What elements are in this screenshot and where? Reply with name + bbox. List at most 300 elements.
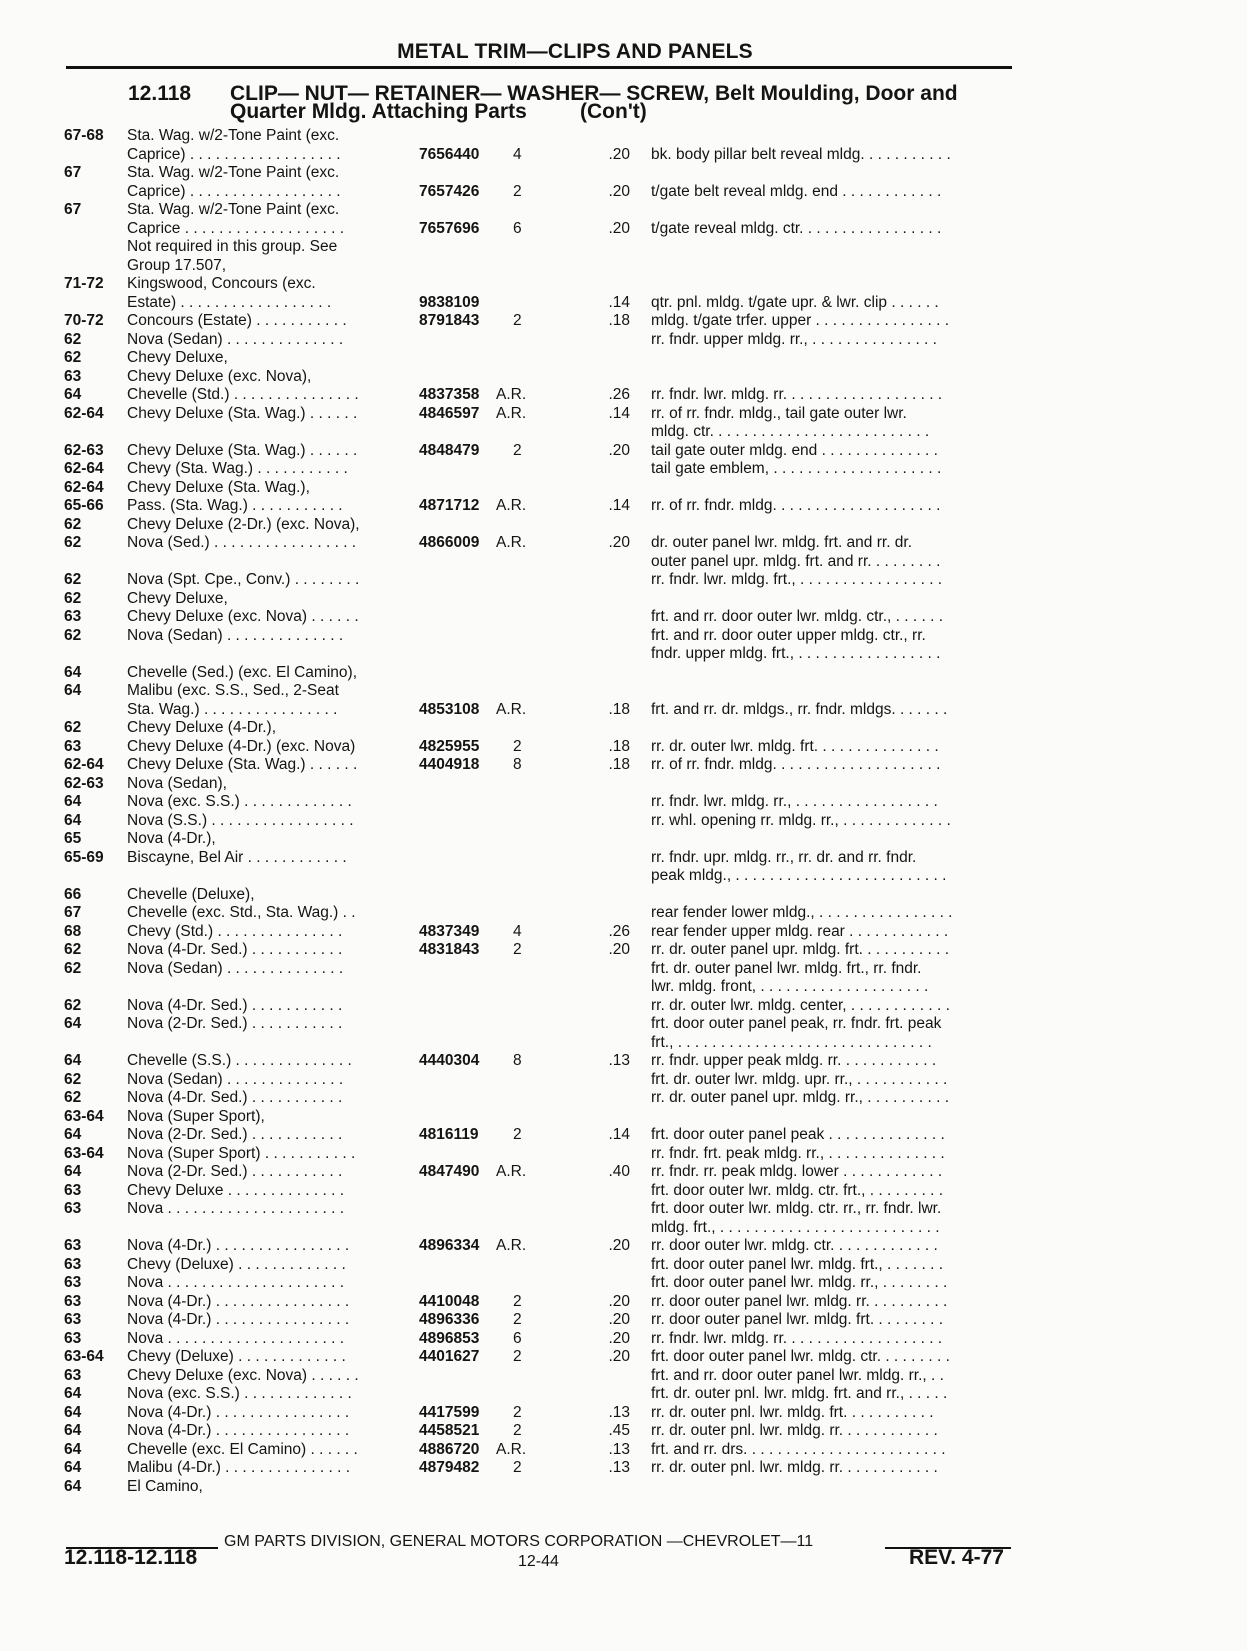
- model-cell: Nova (Sedan) . . . . . . . . . . . . . .: [127, 1070, 344, 1088]
- part-row: [0, 1052, 1247, 1071]
- year-cell: 62: [64, 1089, 82, 1106]
- model-cell: Pass. (Sta. Wag.) . . . . . . . . . . .: [127, 497, 343, 514]
- part-row: [0, 368, 1247, 387]
- description-cell: rr. dr. outer lwr. mldg. center, . . . . . . . . . . . .: [651, 996, 950, 1014]
- description-cell: mldg. frt., . . . . . . . . . . . . . . . . . . . . . . . . . .: [651, 1218, 940, 1236]
- model-cell: Not required in this group. See: [127, 238, 338, 255]
- part-row: [0, 257, 1247, 276]
- model-cell: Nova . . . . . . . . . . . . . . . . . . . . .: [127, 1329, 345, 1347]
- year-cell: 63: [64, 1255, 82, 1273]
- year-cell: 63-64: [64, 1348, 104, 1365]
- year-cell: 64: [64, 1422, 82, 1439]
- part-row: [0, 1385, 1247, 1404]
- year-cell: 63: [64, 1366, 82, 1384]
- description-cell: rr. dr. outer pnl. lwr. mldg. rr. . . . . . . . . . . .: [651, 1422, 938, 1439]
- part-row: [0, 775, 1247, 794]
- year-cell: 63: [64, 1329, 82, 1347]
- part-row: [0, 460, 1247, 479]
- part-row: [0, 146, 1247, 165]
- part-row: [0, 1404, 1247, 1423]
- part-row: [0, 127, 1247, 146]
- model-cell: Malibu (exc. S.S., Sed., 2-Seat: [127, 682, 339, 699]
- year-cell: 62: [64, 534, 82, 551]
- part-row: [0, 590, 1247, 609]
- year-cell: 62-64: [64, 756, 104, 773]
- part-row: [0, 1293, 1247, 1312]
- model-cell: Sta. Wag. w/2-Tone Paint (exc.: [127, 201, 340, 218]
- quantity-cell: A.R.: [496, 497, 527, 514]
- parts-list: [0, 127, 1247, 1496]
- description-cell: dr. outer panel lwr. mldg. frt. and rr. dr.: [651, 534, 913, 551]
- price-cell: .13: [608, 1403, 630, 1421]
- quantity-cell: A.R.: [496, 404, 527, 422]
- part-row: [0, 608, 1247, 627]
- model-cell: Nova (Sedan) . . . . . . . . . . . . . .: [127, 959, 344, 977]
- part-row: [0, 1126, 1247, 1145]
- price-cell: .20: [608, 534, 630, 551]
- part-row: [0, 1459, 1247, 1478]
- model-cell: Concours (Estate) . . . . . . . . . . .: [127, 312, 347, 329]
- part-number-cell: 4879482: [419, 1459, 480, 1476]
- quantity-cell: 2: [513, 1311, 522, 1328]
- part-row: [0, 960, 1247, 979]
- part-number-cell: 4896853: [419, 1329, 480, 1347]
- part-number-cell: 4846597: [419, 404, 480, 422]
- model-cell: Kingswood, Concours (exc.: [127, 275, 316, 292]
- part-row: [0, 904, 1247, 923]
- year-cell: 71-72: [64, 275, 104, 292]
- part-row: [0, 312, 1247, 331]
- price-cell: .13: [608, 1459, 630, 1476]
- year-cell: 62: [64, 349, 82, 366]
- description-cell: frt. door outer panel peak, rr. fndr. frt. peak: [651, 1015, 942, 1032]
- price-cell: .14: [608, 1126, 630, 1143]
- model-cell: Chevelle (Std.) . . . . . . . . . . . . . . .: [127, 386, 359, 403]
- year-cell: 62-63: [64, 441, 104, 459]
- year-cell: 67-68: [64, 127, 104, 144]
- year-cell: 63: [64, 1181, 82, 1199]
- description-cell: rr. door outer panel lwr. mldg. rr. . . . . . . . . .: [651, 1292, 948, 1310]
- model-cell: Nova (S.S.) . . . . . . . . . . . . . . . . .: [127, 811, 354, 829]
- year-cell: 63: [64, 367, 82, 385]
- year-cell: 64: [64, 663, 82, 681]
- part-row: [0, 442, 1247, 461]
- description-cell: frt. and rr. drs. . . . . . . . . . . . . . . . . . . . . . . .: [651, 1440, 946, 1458]
- year-cell: 63: [64, 1274, 82, 1291]
- year-cell: 65-66: [64, 497, 104, 514]
- model-cell: Chevelle (exc. El Camino) . . . . . .: [127, 1440, 358, 1458]
- model-cell: Nova (2-Dr. Sed.) . . . . . . . . . . .: [127, 1163, 343, 1180]
- part-row: [0, 571, 1247, 590]
- part-row: [0, 1163, 1247, 1182]
- description-cell: t/gate reveal mldg. ctr. . . . . . . . . . . . . . . . .: [651, 219, 942, 237]
- model-cell: Chevy (Std.) . . . . . . . . . . . . . . .: [127, 922, 343, 940]
- part-number-cell: 4458521: [419, 1422, 480, 1439]
- description-cell: frt., . . . . . . . . . . . . . . . . . . . . . . . . . . . . . .: [651, 1033, 932, 1051]
- part-row: [0, 1182, 1247, 1201]
- description-cell: rr. dr. outer panel upr. mldg. frt. . . . . . . . . . .: [651, 941, 950, 958]
- description-cell: rr. door outer panel lwr. mldg. frt. . . . . . . . .: [651, 1311, 944, 1328]
- year-cell: 64: [64, 1440, 82, 1458]
- model-cell: Group 17.507,: [127, 256, 227, 274]
- part-row: [0, 941, 1247, 960]
- description-cell: frt. door outer panel lwr. mldg. ctr. . . . . . . . .: [651, 1348, 950, 1365]
- part-row: [0, 349, 1247, 368]
- model-cell: Chevy Deluxe (exc. Nova) . . . . . .: [127, 1366, 359, 1384]
- part-row: [0, 1089, 1247, 1108]
- model-cell: Sta. Wag. w/2-Tone Paint (exc.: [127, 164, 340, 181]
- part-number-cell: 4886720: [419, 1440, 480, 1458]
- quantity-cell: 2: [513, 737, 522, 755]
- model-cell: Nova (4-Dr. Sed.) . . . . . . . . . . .: [127, 996, 343, 1014]
- quantity-cell: 2: [513, 1292, 522, 1310]
- footer-revision: REV. 4-77: [909, 1546, 1004, 1569]
- model-cell: Chevelle (Deluxe),: [127, 885, 255, 903]
- page-header-title: METAL TRIM—CLIPS AND PANELS: [397, 40, 753, 63]
- price-cell: .18: [608, 700, 630, 718]
- year-cell: 63-64: [64, 1107, 104, 1125]
- header-rule: [66, 66, 1012, 69]
- description-cell: frt. and rr. door outer upper mldg. ctr., rr.: [651, 626, 926, 644]
- footer-page-number: 12-44: [518, 1553, 559, 1570]
- model-cell: Chevy Deluxe (exc. Nova),: [127, 367, 312, 385]
- part-row: [0, 1145, 1247, 1164]
- description-cell: frt. dr. outer pnl. lwr. mldg. frt. and rr., . . . . .: [651, 1385, 948, 1402]
- model-cell: Nova (4-Dr.) . . . . . . . . . . . . . . . .: [127, 1403, 350, 1421]
- model-cell: Chevy Deluxe,: [127, 349, 228, 366]
- part-row: [0, 719, 1247, 738]
- description-cell: rr. dr. outer pnl. lwr. mldg. rr. . . . . . . . . . . .: [651, 1459, 938, 1476]
- part-row: [0, 756, 1247, 775]
- price-cell: .14: [608, 404, 630, 422]
- model-cell: Caprice) . . . . . . . . . . . . . . . . . .: [127, 182, 341, 200]
- part-number-cell: 4853108: [419, 700, 480, 718]
- description-cell: rr. dr. outer panel upr. mldg. rr., . . . . . . . . . .: [651, 1089, 950, 1106]
- year-cell: 63: [64, 1237, 82, 1254]
- model-cell: Nova . . . . . . . . . . . . . . . . . . . . .: [127, 1200, 345, 1217]
- description-cell: rr. dr. outer lwr. mldg. frt. . . . . . . . . . . . . . .: [651, 737, 939, 755]
- part-number-cell: 7656440: [419, 145, 480, 163]
- model-cell: Nova (exc. S.S.) . . . . . . . . . . . . .: [127, 1385, 352, 1402]
- description-cell: rr. of rr. fndr. mldg., tail gate outer lwr.: [651, 404, 907, 422]
- part-row: [0, 553, 1247, 572]
- description-cell: rr. fndr. lwr. mldg. rr., . . . . . . . . . . . . . . . . .: [651, 793, 938, 810]
- description-cell: frt. dr. outer lwr. mldg. upr. rr., . . . . . . . . . . .: [651, 1070, 948, 1088]
- model-cell: Nova . . . . . . . . . . . . . . . . . . . . .: [127, 1274, 345, 1291]
- part-row: [0, 516, 1247, 535]
- year-cell: 62: [64, 996, 82, 1014]
- part-row: [0, 1330, 1247, 1349]
- description-cell: fndr. upper mldg. frt., . . . . . . . . . . . . . . . . .: [651, 645, 941, 662]
- model-cell: Nova (Sedan) . . . . . . . . . . . . . .: [127, 330, 344, 348]
- description-cell: qtr. pnl. mldg. t/gate upr. & lwr. clip . . . . . .: [651, 293, 939, 311]
- part-row: [0, 238, 1247, 257]
- description-cell: frt. door outer panel lwr. mldg. rr., . . . . . . . .: [651, 1274, 948, 1291]
- year-cell: 63: [64, 1311, 82, 1328]
- part-number-cell: 4896336: [419, 1311, 480, 1328]
- year-cell: 67: [64, 164, 82, 181]
- description-cell: frt. dr. outer panel lwr. mldg. frt., rr. fndr.: [651, 959, 922, 977]
- quantity-cell: A.R.: [496, 386, 527, 403]
- year-cell: 63-64: [64, 1144, 104, 1162]
- year-cell: 63: [64, 1200, 82, 1217]
- part-row: [0, 1108, 1247, 1127]
- part-number-cell: 4440304: [419, 1052, 480, 1069]
- year-cell: 64: [64, 1385, 82, 1402]
- price-cell: .20: [608, 182, 630, 200]
- footer-publisher: GM PARTS DIVISION, GENERAL MOTORS CORPORATION —CHEVROLET—11: [224, 1533, 814, 1550]
- part-row: [0, 1237, 1247, 1256]
- model-cell: Chevelle (exc. Std., Sta. Wag.) . .: [127, 904, 356, 921]
- part-row: [0, 1348, 1247, 1367]
- description-cell: frt. door outer lwr. mldg. ctr. frt., . . . . . . . . .: [651, 1181, 943, 1199]
- price-cell: .18: [608, 756, 630, 773]
- quantity-cell: 6: [513, 1329, 522, 1347]
- part-row: [0, 867, 1247, 886]
- part-number-cell: 4816119: [419, 1126, 479, 1143]
- part-row: [0, 423, 1247, 442]
- year-cell: 62: [64, 589, 82, 607]
- description-cell: rr. fndr. rr. peak mldg. lower . . . . . . . . . . . .: [651, 1163, 943, 1180]
- quantity-cell: 2: [513, 312, 522, 329]
- year-cell: 62-64: [64, 404, 104, 422]
- part-row: [0, 645, 1247, 664]
- description-cell: rr. fndr. lwr. mldg. rr. . . . . . . . . . . . . . . . . . .: [651, 386, 943, 403]
- part-row: [0, 1256, 1247, 1275]
- model-cell: Caprice . . . . . . . . . . . . . . . . . . .: [127, 219, 345, 237]
- year-cell: 65-69: [64, 848, 104, 866]
- quantity-cell: 8: [513, 756, 522, 773]
- quantity-cell: A.R.: [496, 1440, 527, 1458]
- price-cell: .40: [608, 1163, 630, 1180]
- part-number-cell: 4837349: [419, 922, 480, 940]
- model-cell: Caprice) . . . . . . . . . . . . . . . . . .: [127, 145, 341, 163]
- description-cell: frt. and rr. door outer panel lwr. mldg. rr., . .: [651, 1366, 944, 1384]
- year-cell: 64: [64, 1163, 82, 1180]
- part-row: [0, 497, 1247, 516]
- part-row: [0, 997, 1247, 1016]
- year-cell: 64: [64, 682, 82, 699]
- model-cell: Nova (4-Dr.) . . . . . . . . . . . . . . . .: [127, 1237, 350, 1254]
- quantity-cell: 2: [513, 941, 522, 958]
- quantity-cell: 4: [513, 922, 522, 940]
- part-number-cell: 7657426: [419, 182, 480, 200]
- part-number-cell: 9838109: [419, 293, 480, 311]
- quantity-cell: A.R.: [496, 534, 527, 551]
- price-cell: .45: [608, 1422, 630, 1439]
- model-cell: Nova (Sed.) . . . . . . . . . . . . . . . . .: [127, 534, 357, 551]
- price-cell: .20: [608, 1237, 630, 1254]
- year-cell: 64: [64, 1052, 82, 1069]
- year-cell: 64: [64, 811, 82, 829]
- model-cell: Nova (4-Dr. Sed.) . . . . . . . . . . .: [127, 1089, 343, 1106]
- year-cell: 67: [64, 201, 82, 218]
- year-cell: 68: [64, 922, 82, 940]
- part-number-cell: 4401627: [419, 1348, 480, 1365]
- part-row: [0, 386, 1247, 405]
- year-cell: 64: [64, 1126, 82, 1143]
- quantity-cell: 2: [513, 1422, 522, 1439]
- year-cell: 70-72: [64, 312, 104, 329]
- part-number-cell: 4404918: [419, 756, 480, 773]
- part-row: [0, 886, 1247, 905]
- quantity-cell: 2: [513, 182, 522, 200]
- part-row: [0, 682, 1247, 701]
- quantity-cell: 4: [513, 145, 522, 163]
- price-cell: .20: [608, 1348, 630, 1365]
- part-number-cell: 4831843: [419, 941, 480, 958]
- description-cell: t/gate belt reveal mldg. end . . . . . . . . . . . .: [651, 182, 942, 200]
- price-cell: .13: [608, 1052, 630, 1069]
- description-cell: peak mldg., . . . . . . . . . . . . . . . . . . . . . . . . .: [651, 867, 947, 884]
- model-cell: Biscayne, Bel Air . . . . . . . . . . . .: [127, 848, 347, 866]
- part-number-cell: 8791843: [419, 312, 480, 329]
- quantity-cell: A.R.: [496, 1163, 527, 1180]
- model-cell: Chevy Deluxe (Sta. Wag.) . . . . . .: [127, 756, 358, 773]
- year-cell: 64: [64, 1015, 82, 1032]
- part-number-cell: 4847490: [419, 1163, 480, 1180]
- model-cell: Nova (2-Dr. Sed.) . . . . . . . . . . .: [127, 1015, 343, 1032]
- part-row: [0, 220, 1247, 239]
- model-cell: Nova (Sedan),: [127, 774, 227, 792]
- quantity-cell: A.R.: [496, 1237, 527, 1254]
- description-cell: rr. of rr. fndr. mldg. . . . . . . . . . . . . . . . . . . .: [651, 756, 941, 773]
- year-cell: 62-63: [64, 774, 104, 792]
- description-cell: rr. door outer lwr. mldg. ctr. . . . . . . . . . . . .: [651, 1237, 938, 1254]
- year-cell: 65: [64, 830, 82, 847]
- section-number: 12.118: [128, 82, 192, 105]
- section-title-line1: CLIP— NUT— RETAINER— WASHER— SCREW, Belt Moulding, Door and: [230, 82, 958, 105]
- model-cell: Chevy Deluxe (Sta. Wag.) . . . . . .: [127, 441, 358, 459]
- description-cell: rr. dr. outer pnl. lwr. mldg. frt. . . . . . . . . . .: [651, 1403, 934, 1421]
- part-row: [0, 479, 1247, 498]
- year-cell: 64: [64, 1403, 82, 1421]
- part-row: [0, 849, 1247, 868]
- description-cell: frt. and rr. dr. mldgs., rr. fndr. mldgs. . . . . . .: [651, 700, 948, 718]
- model-cell: Chevy Deluxe (4-Dr.),: [127, 719, 277, 736]
- price-cell: .26: [608, 922, 630, 940]
- year-cell: 62-64: [64, 478, 104, 496]
- part-row: [0, 201, 1247, 220]
- year-cell: 64: [64, 1459, 82, 1476]
- part-row: [0, 1441, 1247, 1460]
- part-number-cell: 4825955: [419, 737, 480, 755]
- year-cell: 63: [64, 1292, 82, 1310]
- year-cell: 62: [64, 719, 82, 736]
- year-cell: 64: [64, 793, 82, 810]
- quantity-cell: 2: [513, 1403, 522, 1421]
- description-cell: mldg. ctr. . . . . . . . . . . . . . . . . . . . . . . . . .: [651, 423, 930, 440]
- model-cell: Sta. Wag. w/2-Tone Paint (exc.: [127, 127, 340, 144]
- description-cell: rr. of rr. fndr. mldg. . . . . . . . . . . . . . . . . . . .: [651, 497, 941, 514]
- description-cell: rr. fndr. upper mldg. rr., . . . . . . . . . . . . . . .: [651, 330, 937, 348]
- price-cell: .18: [608, 737, 630, 755]
- part-number-cell: 4417599: [419, 1403, 480, 1421]
- model-cell: Nova (Spt. Cpe., Conv.) . . . . . . . .: [127, 571, 360, 588]
- quantity-cell: 2: [513, 441, 522, 459]
- part-number-cell: 4866009: [419, 534, 480, 551]
- model-cell: Nova (Super Sport) . . . . . . . . . . .: [127, 1144, 356, 1162]
- description-cell: rr. fndr. lwr. mldg. frt., . . . . . . . . . . . . . . . . .: [651, 571, 943, 588]
- section-title-line2: Quarter Mldg. Attaching Parts: [230, 100, 527, 123]
- part-number-cell: 4848479: [419, 441, 480, 459]
- year-cell: 62: [64, 959, 82, 977]
- quantity-cell: 6: [513, 219, 522, 237]
- description-cell: tail gate outer mldg. end . . . . . . . . . . . . . .: [651, 441, 938, 459]
- price-cell: .20: [608, 1292, 630, 1310]
- model-cell: El Camino,: [127, 1477, 203, 1495]
- description-cell: mldg. t/gate trfer. upper . . . . . . . . . . . . . . . .: [651, 312, 950, 329]
- price-cell: .13: [608, 1440, 630, 1458]
- year-cell: 62: [64, 941, 82, 958]
- model-cell: Nova (4-Dr.) . . . . . . . . . . . . . . . .: [127, 1311, 350, 1328]
- model-cell: Chevy Deluxe (Sta. Wag.) . . . . . .: [127, 404, 358, 422]
- part-row: [0, 978, 1247, 997]
- part-row: [0, 1034, 1247, 1053]
- description-cell: lwr. mldg. front, . . . . . . . . . . . . . . . . . . . .: [651, 978, 929, 995]
- quantity-cell: A.R.: [496, 700, 527, 718]
- part-number-cell: 4896334: [419, 1237, 480, 1254]
- description-cell: bk. body pillar belt reveal mldg. . . . . . . . . . .: [651, 145, 951, 163]
- price-cell: .20: [608, 145, 630, 163]
- part-row: [0, 1071, 1247, 1090]
- price-cell: .20: [608, 1311, 630, 1328]
- description-cell: frt. door outer lwr. mldg. ctr. rr., rr. fndr. lwr.: [651, 1200, 942, 1217]
- description-cell: tail gate emblem, . . . . . . . . . . . . . . . . . . . .: [651, 460, 942, 477]
- description-cell: rr. fndr. upr. mldg. rr., rr. dr. and rr. fndr.: [651, 848, 917, 866]
- description-cell: rear fender upper mldg. rear . . . . . . . . . . . .: [651, 922, 949, 940]
- year-cell: 62: [64, 626, 82, 644]
- part-row: [0, 164, 1247, 183]
- part-row: [0, 1311, 1247, 1330]
- part-row: [0, 627, 1247, 646]
- year-cell: 63: [64, 737, 82, 755]
- part-row: [0, 1200, 1247, 1219]
- price-cell: .20: [608, 1329, 630, 1347]
- model-cell: Chevy (Sta. Wag.) . . . . . . . . . . .: [127, 460, 348, 477]
- quantity-cell: 2: [513, 1126, 522, 1143]
- year-cell: 66: [64, 885, 82, 903]
- part-row: [0, 1015, 1247, 1034]
- part-number-cell: 4871712: [419, 497, 480, 514]
- part-row: [0, 1367, 1247, 1386]
- year-cell: 64: [64, 386, 82, 403]
- part-row: [0, 793, 1247, 812]
- part-row: [0, 812, 1247, 831]
- model-cell: Chevelle (Sed.) (exc. El Camino),: [127, 663, 357, 681]
- model-cell: Nova (Sedan) . . . . . . . . . . . . . .: [127, 626, 344, 644]
- year-cell: 62: [64, 515, 82, 533]
- model-cell: Chevy (Deluxe) . . . . . . . . . . . . .: [127, 1348, 346, 1365]
- part-number-cell: 4837358: [419, 386, 480, 403]
- part-row: [0, 830, 1247, 849]
- part-row: [0, 183, 1247, 202]
- price-cell: .20: [608, 941, 630, 958]
- part-row: [0, 405, 1247, 424]
- part-row: [0, 701, 1247, 720]
- model-cell: Chevy Deluxe . . . . . . . . . . . . . .: [127, 1181, 345, 1199]
- model-cell: Nova (Super Sport),: [127, 1107, 265, 1125]
- description-cell: rr. fndr. upper peak mldg. rr. . . . . . . . . . . .: [651, 1052, 937, 1069]
- model-cell: Chevy Deluxe (Sta. Wag.),: [127, 478, 310, 496]
- year-cell: 62: [64, 330, 82, 348]
- price-cell: .20: [608, 441, 630, 459]
- part-row: [0, 664, 1247, 683]
- model-cell: Chevy Deluxe (exc. Nova) . . . . . .: [127, 608, 359, 625]
- part-row: [0, 738, 1247, 757]
- model-cell: Chevy Deluxe,: [127, 589, 228, 607]
- part-row: [0, 1422, 1247, 1441]
